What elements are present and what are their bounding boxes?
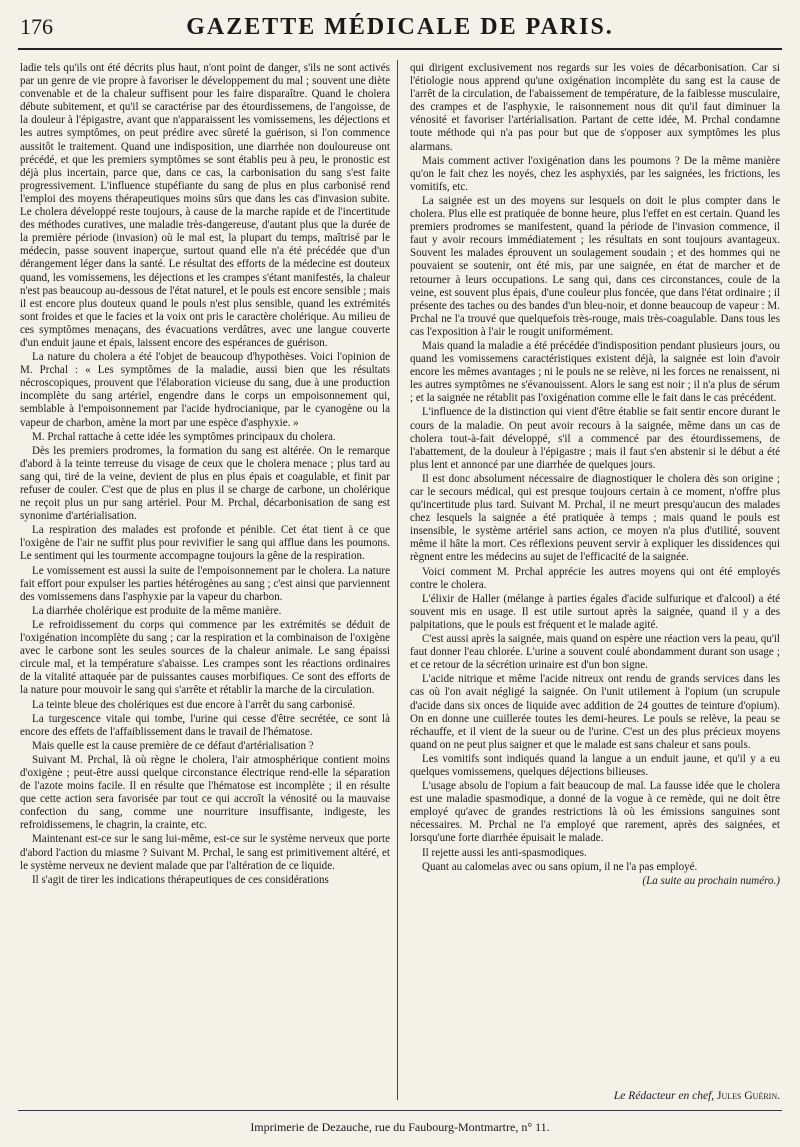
signature-name: Jules Guérin.: [717, 1090, 780, 1102]
paragraph: L'usage absolu de l'opium a fait beaucoup de mal. La fausse idée que le cholera est une maladie spasmodique, a donné de la vogue à ce remède, qui ne doit être employé qu'avec de grandes restrictions là où les émissions sanguines sont nécessaires. M. Prchal ne l'a employé que rarement, après des saignées, et lorsqu'une forte diarrhée épuisait le malade.: [410, 780, 780, 845]
paragraph: La nature du cholera a été l'objet de beaucoup d'hypothèses. Voici l'opinion de M. Prchal : « Les symptômes de la maladie, aussi bien que les résultats nécroscopiques, prouvent que l'élaboration vicieuse du sang, due à une production incomplète du sang artériel, engendre dans le corps un empoisonnement qui, semblable à l'empoisonnement par l'acide hydrocianique, par le cyanogène ou la vapeur de charbon, amène la mort par une espèce d'asphyxie. »: [20, 351, 390, 429]
editor-signature: [410, 1090, 780, 1102]
paragraph: Il s'agit de tirer les indications thérapeutiques de ces considérations: [32, 873, 329, 886]
paragraph: Quant au calomelas avec ou sans opium, il ne l'a pas employé.: [422, 860, 698, 873]
column-divider: [397, 60, 398, 1100]
paragraph: Le vomissement est aussi la suite de l'empoisonnement par le cholera. La nature fait effort pour expulser les parties hétérogènes au sang ; c'est ainsi que parviennent des vomissemens dans l'asphyxie par la vapeur du charbon.: [20, 564, 390, 603]
paragraph: La saignée est un des moyens sur lesquels on doit le plus compter dans le cholera. Plus elle est pratiquée de bonne heure, plus l'effet en est certain. Quand les premiers prodromes se manifestent, quand la période de l'invasion commence, il faut y avoir recours immédiatement ; les résultats en sont toujours avantageux. Souvent les malades éprouvent un soulagement soudain ; et des hommes qui ne pouvaient se soutenir, ont été mis, par une saignée, en état de marcher et de retourner à leurs occupations. Le sang qui, dans ces circonstances, coule de la veine, est souvent plus épais, d'une couleur plus foncée, que dans l'état ordinaire ; il présente des taches ou des bandes d'un bleu-noir, et donne beaucoup de vapeur : M. Prchal ne l'a trouvé que quelquefois très-rouge, mais très-coagulable. Dans tous les cas l'exposition à l'air le rougit uniformément.: [410, 194, 780, 338]
paragraph: Mais quelle est la cause première de ce défaut d'artérialisation ?: [32, 739, 314, 752]
right-column: [410, 62, 780, 889]
paragraph: L'influence de la distinction qui vient d'être établie se fait sentir encore durant le cours de la maladie. On peut avoir recours à la saignée, même dans un cas de cholera tout-à-fait développé, s'il a commencé par des étourdissemens, de l'abattement, de la douleur à l'épigastre ; mais il faut s'en abstenir si le début a été plus lent et annoncé par une diarrhée de quelques jours.: [410, 406, 780, 471]
paragraph: La turgescence vitale qui tombe, l'urine qui cesse d'être secrétée, ce sont là encore des effets de l'affaiblissement dans le travail de l'hématose.: [20, 712, 390, 738]
footer-divider: [18, 1110, 782, 1111]
paragraph: Mais comment activer l'oxigénation dans les poumons ? De la même manière qu'on le fait chez les noyés, chez les asphyxiés, par les saignées, les frictions, les vomitifs, etc.: [410, 154, 780, 193]
left-column: [20, 62, 390, 888]
paragraph: Dès les premiers prodromes, la formation du sang est altérée. On le remarque d'abord à la teinte terreuse du visage de ceux que le cholera menace ; plus tard au sang qui, tiré de la veine, devient de plus en plus épais et coagulable, et finit par refuser de couler. C'est que de plus en plus il se charge de carbone, un cholérique ne reçoit plus un pur sang artériel. Pour M. Prchal, décarbonisation de sang est synonime d'artérialisation.: [20, 444, 390, 523]
paragraph: L'acide nitrique et même l'acide nitreux ont rendu de grands services dans les cas où l'on avait négligé la saignée. On l'unit utilement à l'opium (un scrupule d'acide dans six onces de liquide avec addition de 24 gouttes de teinture d'opium). On en donne une cuillerée toutes les demi-heures. Le pouls se relève, la peau se réchauffe, et il vient de la sueur ou de l'urine. C'est un des plus précieux moyens quand on ne peut plus saigner et que le malade est sans chaleur et sans pouls.: [410, 673, 780, 751]
printer-imprint: Imprimerie de Dezauche, rue du Faubourg-Montmartre, n° 11.: [250, 1120, 550, 1134]
paragraph: La teinte bleue des cholériques est due encore à l'arrêt du sang carbonisé.: [32, 698, 356, 711]
paragraph: Mais quand la maladie a été précédée d'indisposition pendant plusieurs jours, ou quand les vomissemens caractéristiques existent déjà, la saignée est loin d'avoir encore les mêmes avantages ; ni le pouls ne se relève, ni les forces ne renaissent, ni les autres symptômes ne s'évanouissent. Alors le sang est noir ; il n'a plus de sérum ; et la saignée ne rétablit pas l'oxigénation comme elle le fait dans le cas précédent.: [410, 339, 780, 405]
paragraph: Suivant M. Prchal, là où règne le cholera, l'air atmosphérique contient moins d'oxigène ; peut-être aussi quelque circonstance électrique rend-elle la séparation de l'azote moins facile. Il en résulte que l'hématose est incomplète ; il en résulte que cette action sera favorisée par tout ce qui accroît la vénosité ou la mauvaise confection du sang, comme une nourriture insuffisante, indigeste, les refroidissemens, le chagrin, la crainte, etc.: [20, 753, 390, 832]
paragraph: M. Prchal rattache à cette idée les symptômes principaux du cholera.: [32, 430, 336, 443]
paragraph: La diarrhée cholérique est produite de la même manière.: [32, 604, 282, 617]
paragraph: Le refroidissement du corps qui commence par les extrémités se déduit de l'oxigénation incomplète du sang ; car la respiration et la combinaison de l'oxigène avec le carbone sont les seules sources de la chaleur animale. Le sang épaissi circule mal, et la température s'abaisse. Les crampes sont les réactions ordinaires de la vitalité attaquée par de puissantes causes morbifiques. Ce sont des efforts de la nature pour mouvoir le sang qui s'arrête et rétablir la marche de la circulation.: [20, 618, 390, 697]
paragraph: Il rejette aussi les anti-spasmodiques.: [422, 846, 587, 859]
publication-title: GAZETTE MÉDICALE DE PARIS.: [186, 14, 614, 40]
paragraph: Maintenant est-ce sur le sang lui-même, est-ce sur le système nerveux que porte d'abord l'action du miasme ? Suivant M. Prchal, le sang est primitivement altéré, et le système nerveux ne devient malade que par l'altération de ce liquide.: [20, 833, 390, 872]
paragraph: L'élixir de Haller (mélange à parties égales d'acide sulfurique et d'alcool) a été souvent mis en usage. Il est utile surtout après la saignée, quand il y a des palpitations, que le pouls est fréquent et le malade agité.: [410, 592, 780, 631]
paragraph: C'est aussi après la saignée, mais quand on espère une réaction vers la peau, qu'il faut donner l'eau chlorée. L'urine a souvent coulé abondamment durant son usage ; et ce retour de la sécrétion urinaire est d'un bon signe.: [410, 633, 780, 672]
signature-label: Le Rédacteur en chef,: [613, 1090, 715, 1102]
page-number: 176: [20, 14, 53, 39]
page-header: [18, 14, 782, 50]
continuation-note: (La suite au prochain numéro.): [642, 874, 780, 887]
paragraph: Il est donc absolument nécessaire de diagnostiquer le cholera dès son origine ; car le secours médical, qui est presque toujours certain à ce moment, n'offre plus qu'incertitude plus tard. Suivant M. Prchal, il ne meurt presqu'aucun des malades chez lesquels la saignée a été pratiquée à temps ; mais quand le pouls est insensible, le système artériel sans action, ce moyen n'a plus d'utilité, souvent même il hâte la mort. Ces réflexions peuvent servir à expliquer les dissidences qui règnent entre les médecins au sujet de l'efficacité de la saignée.: [410, 472, 780, 564]
paragraph: La respiration des malades est profonde et pénible. Cet état tient à ce que l'oxigène de l'air ne suffit plus pour revivifier le sang qui afflue dans les poumons. Le sentiment qui les tourmente accompagne toujours la gêne de la respiration.: [20, 524, 390, 563]
paragraph: Voici comment M. Prchal apprécie les autres moyens qui ont été employés contre le cholera.: [410, 565, 780, 591]
paragraph: ladie tels qu'ils ont été décrits plus haut, n'ont point de danger, s'ils ne sont activés par un genre de vie propre à favoriser le développement du mal ; souvent une diète convenable et de la chaleur suffisent pour les faire disparaître. Quand le cholera débute subitement, et qu'il se caractérise par des étourdissemens, de l'angoisse, de la douleur à l'épigastre, avant que n'apparaissent les vomissemens, les déjections et les autres symptômes, on peut prédire avec sûreté la guérison, si l'on commence aussitôt le traitement. Quand une indisposition, une diarrhée non douloureuse ont précédé, et que les premiers symptômes se sont établis peu à peu, le pronostic est déjà plus incertain, parce que, dans ce cas, la carbonisation du sang s'est faite progressivement. L'influence stupéfiante du sang de plus en plus carbonisé rend l'emploi des moyens thérapeutiques moins sûrs que dans les cas d'invasion subite. Le cholera développé reste toujours, à cause de la marche rapide et de l'incertitude des méthodes curatives, une maladie très-dangereuse, d'autant plus que la durée de la première période (invasion) où le mal est, la plupart du temps, maîtrisé par le médecin, passe souvent inaperçue, surtout quand elle n'a été précédée que d'un dérangement léger dans la santé. Le résultat des efforts de la médecine est douteux quand, les vomissemens, les déjections et les crampes s'étant manifestés, la chaleur n'est pas beaucoup au-dessous de l'état naturel, et le pouls est encore sensible ; mais il est encore plus douteux quand le pouls n'est plus sensible, quand les extrémités sont froides et que le facies et la voix ont pris le caractère cholérique. Au milieu de ces symptômes menaçans, des évacuations verdâtres, avec une langue couverte d'un enduit jaune et épais, laissent encore des espérances de guérison.: [20, 62, 390, 349]
paragraph: qui dirigent exclusivement nos regards sur les voies de décarbonisation. Car si l'étiologie nous apprend qu'une oxigénation incomplète du sang est la cause de l'arrêt de la circulation, de l'abaissement de température, de la faiblesse musculaire, des crampes et de l'asphyxie, le raisonnement nous dit qu'il faut diminuer la vénosité et favoriser l'artérialisation. Partant de cette idée, M. Prchal condamne toute méthode qui n'a pas pour but que de s'opposer aux symptômes les plus alarmans.: [410, 62, 780, 153]
paragraph: Les vomitifs sont indiqués quand la langue a un enduit jaune, et qu'il y a eu quelques vomissemens, quelques déjections bilieuses.: [410, 752, 780, 778]
